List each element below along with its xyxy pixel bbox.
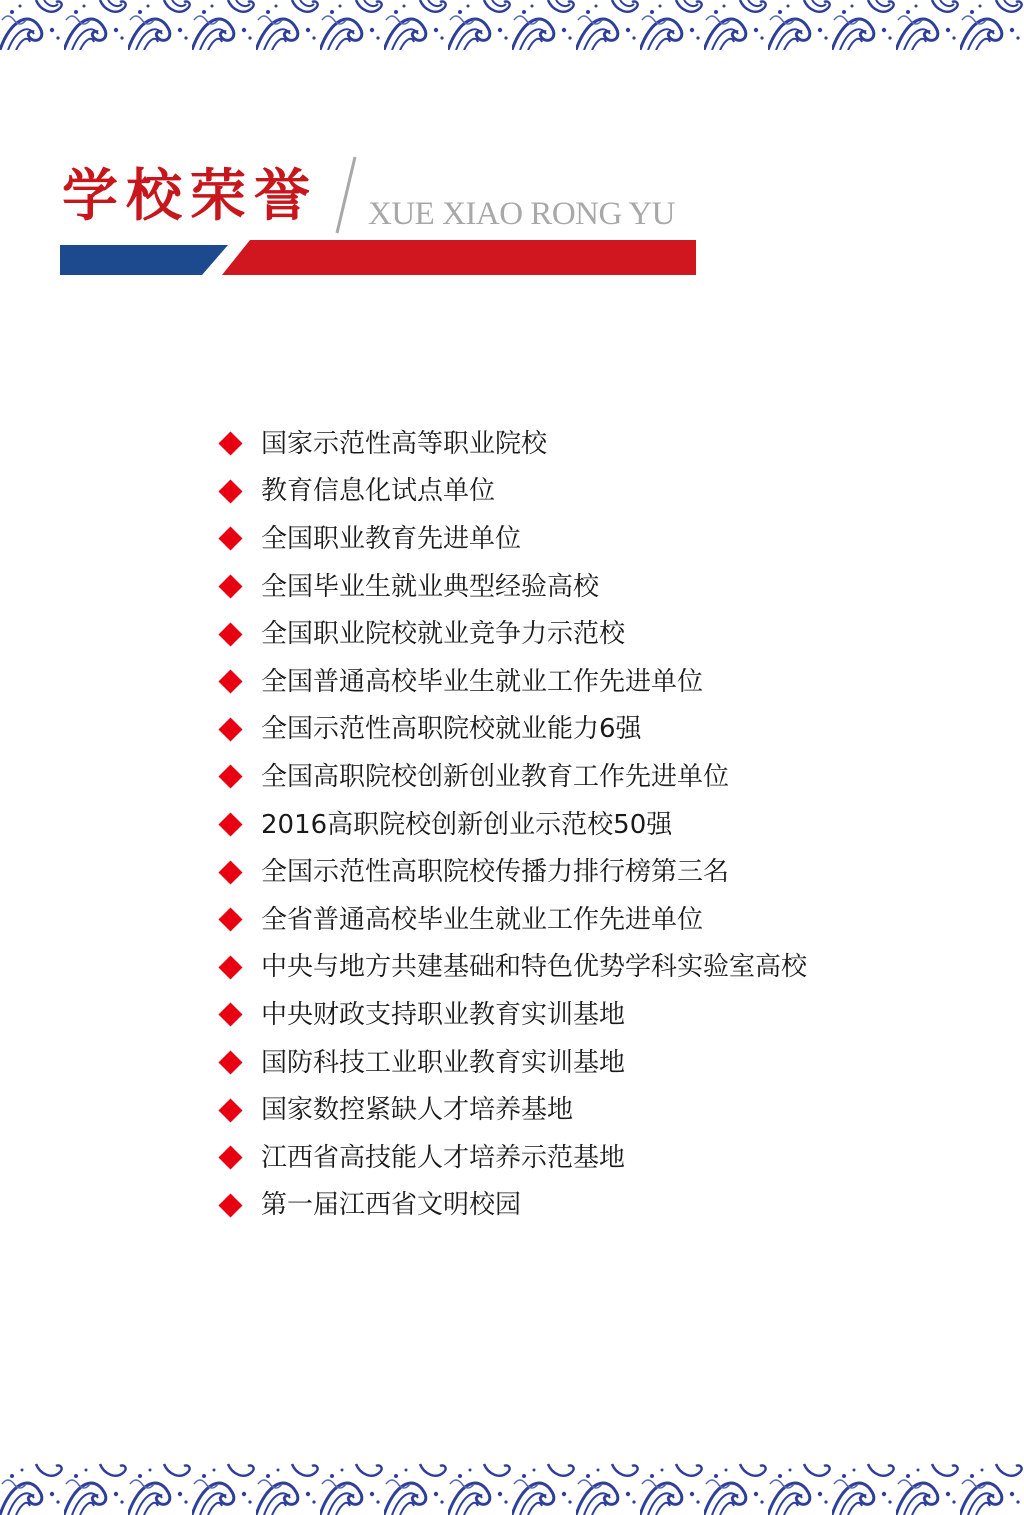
diamond-bullet-icon <box>218 1146 242 1170</box>
diamond-bullet-icon <box>218 479 242 503</box>
list-item <box>218 1039 807 1087</box>
diamond-bullet-icon <box>218 765 242 789</box>
diamond-bullet-icon <box>218 527 242 551</box>
diamond-bullet-icon <box>218 1098 242 1122</box>
honor-text: 国家示范性高等职业院校 <box>261 428 548 459</box>
honor-text: 教育信息化试点单位 <box>261 476 496 507</box>
diamond-bullet-icon <box>218 1193 242 1217</box>
honor-text: 全国职业院校就业竞争力示范校 <box>261 619 626 650</box>
bottom-wave-border <box>0 1462 1024 1515</box>
diamond-bullet-icon <box>218 908 242 932</box>
list-item <box>218 468 807 516</box>
list-item <box>218 848 807 896</box>
list-item <box>218 1134 807 1182</box>
honor-text: 国防科技工业职业教育实训基地 <box>261 1047 626 1078</box>
page-subtitle-pinyin: XUE XIAO RONG YU <box>368 196 675 232</box>
honor-text: 中央财政支持职业教育实训基地 <box>261 999 626 1030</box>
list-item <box>218 944 807 992</box>
honor-text: 全国示范性高职院校传播力排行榜第三名 <box>261 857 730 888</box>
diamond-bullet-icon <box>218 860 242 884</box>
wave-pattern-top <box>0 0 1024 50</box>
list-item <box>218 896 807 944</box>
honor-text: 江西省高技能人才培养示范基地 <box>261 1142 626 1173</box>
diamond-bullet-icon <box>218 955 242 979</box>
honor-text: 全国高职院校创新创业教育工作先进单位 <box>261 761 730 792</box>
honor-text: 全国普通高校毕业生就业工作先进单位 <box>261 666 704 697</box>
list-item <box>218 658 807 706</box>
title-underline-bar <box>60 240 696 275</box>
diamond-bullet-icon <box>218 622 242 646</box>
list-item <box>218 610 807 658</box>
list-item <box>218 515 807 563</box>
diamond-bullet-icon <box>218 670 242 694</box>
diamond-bullet-icon <box>218 575 242 599</box>
honor-text: 全国示范性高职院校就业能力6强 <box>261 714 642 745</box>
honor-text: 全国毕业生就业典型经验高校 <box>261 571 600 602</box>
page-title: 学校荣誉 <box>62 163 318 229</box>
diamond-bullet-icon <box>218 717 242 741</box>
list-item <box>218 1086 807 1134</box>
list-item <box>218 753 807 801</box>
list-item <box>218 563 807 611</box>
list-item <box>218 991 807 1039</box>
honor-text: 第一届江西省文明校园 <box>261 1190 522 1221</box>
diamond-bullet-icon <box>218 1050 242 1074</box>
title-bar-blue-segment <box>60 245 228 275</box>
top-wave-border <box>0 0 1024 50</box>
honor-text: 国家数控紧缺人才培养基地 <box>261 1095 574 1126</box>
list-item <box>218 1182 807 1230</box>
wave-pattern-bottom <box>0 1462 1024 1515</box>
honor-text: 全国职业教育先进单位 <box>261 523 522 554</box>
title-slash-divider <box>333 155 359 235</box>
diamond-bullet-icon <box>218 1003 242 1027</box>
list-item <box>218 801 807 849</box>
list-item <box>218 420 807 468</box>
list-item <box>218 706 807 754</box>
title-bar-red-segment <box>222 240 696 275</box>
diamond-bullet-icon <box>218 813 242 837</box>
honor-text: 中央与地方共建基础和特色优势学科实验室高校 <box>261 952 808 983</box>
honor-list <box>218 420 807 1229</box>
diamond-bullet-icon <box>218 432 242 456</box>
honor-text: 2016高职院校创新创业示范校50强 <box>261 809 673 840</box>
honor-text: 全省普通高校毕业生就业工作先进单位 <box>261 904 704 935</box>
